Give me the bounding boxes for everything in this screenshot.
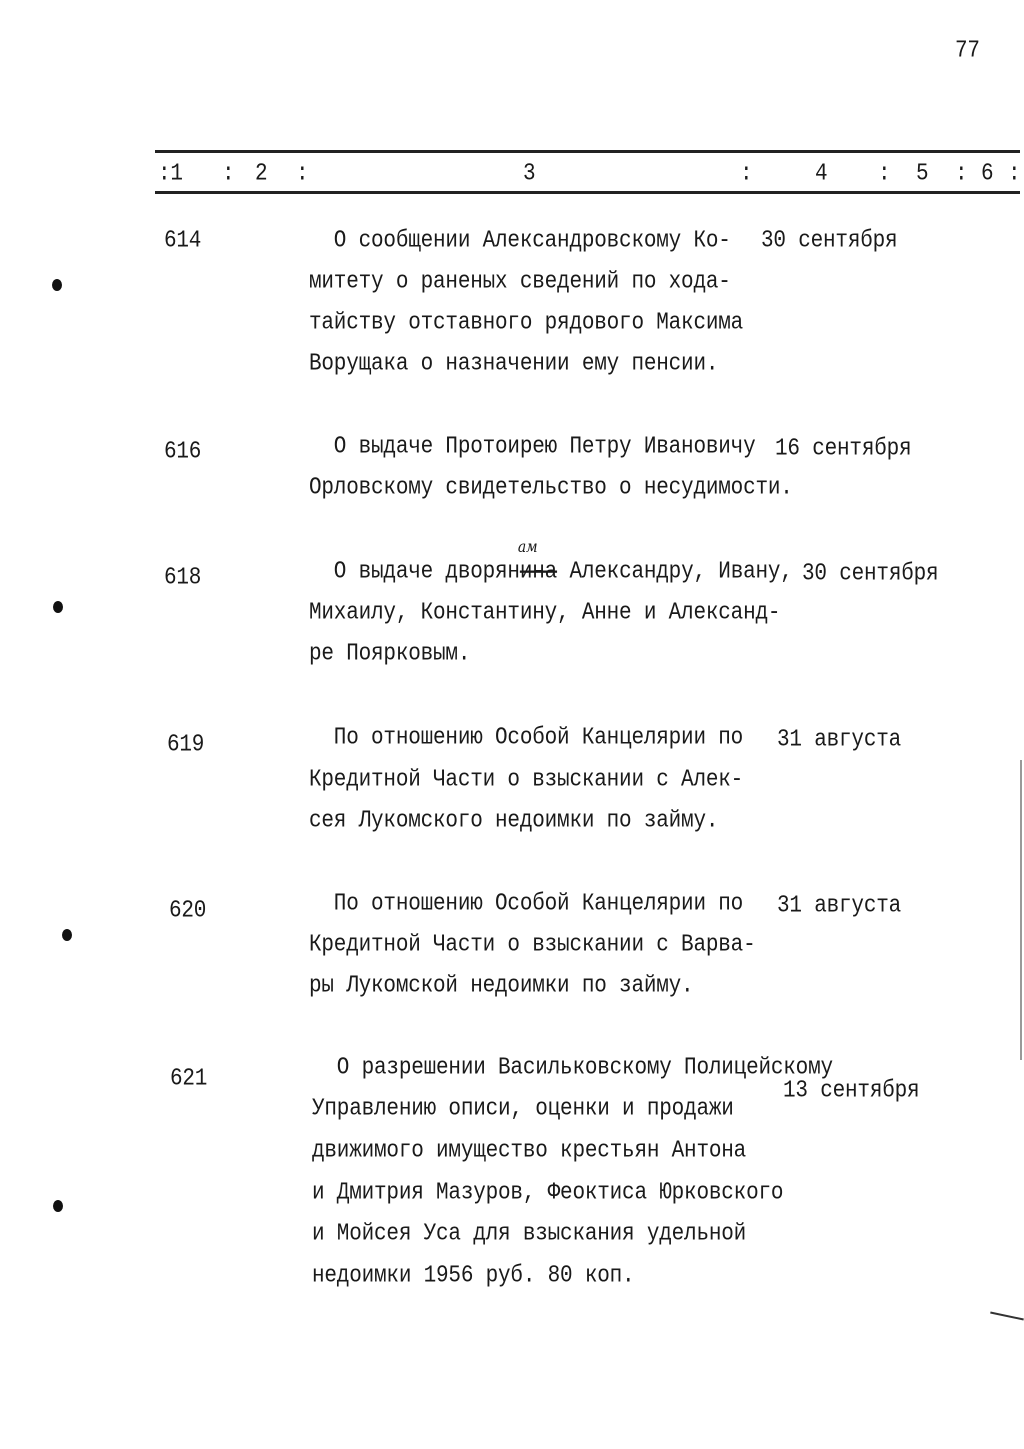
column-header-sep: : [1008, 161, 1021, 188]
column-header-6: 6 [981, 161, 994, 188]
entry-number: 614 [164, 228, 202, 255]
binder-hole-mark [52, 279, 62, 291]
column-header-sep: : [878, 161, 891, 188]
entry-text-line: О сообщении Александровскому Ко- [309, 228, 731, 255]
scan-edge-mark [990, 1311, 1024, 1320]
entry-text-line: ре Поярковым. [309, 641, 471, 668]
column-header-1: :1 [158, 161, 183, 188]
page-number: 77 [955, 38, 980, 65]
column-header-sep: : [740, 161, 753, 188]
column-header-4: 4 [815, 161, 828, 188]
entry-number: 620 [169, 898, 207, 925]
binder-hole-mark [53, 601, 63, 613]
entry-text-line: Кредитной Части о взыскании с Алек- [309, 767, 744, 794]
entry-number: 618 [164, 565, 202, 592]
entry-date: 31 августа [777, 727, 902, 754]
entry-text-line: и Дмитрия Мазуров, Феоктиса Юрковского [312, 1180, 784, 1207]
entry-text-line [309, 538, 793, 586]
column-header-sep: : [222, 161, 235, 188]
entry-text-line: тайству отставного рядового Максима [309, 310, 744, 337]
entry-date: 31 августа [777, 893, 902, 920]
entry-number: 621 [170, 1066, 208, 1093]
entry-text-line: и Мойсея Уса для взыскания удельной [312, 1221, 747, 1248]
entry-text-line: Михаилу, Константину, Анне и Александ- [309, 600, 781, 627]
binder-hole-mark [53, 1200, 63, 1212]
scan-edge-mark [1020, 760, 1022, 1060]
entry-date: 30 сентября [761, 228, 898, 255]
binder-hole-mark [62, 929, 72, 941]
entry-text-line: Кредитной Части о взыскании с Варва- [309, 932, 756, 959]
text-segment: О выдаче дворян [309, 559, 520, 586]
column-header-sep: : [955, 161, 968, 188]
text-segment: Александру, Ивану, [557, 559, 793, 586]
entry-date: 30 сентября [802, 561, 939, 588]
entry-text-line: Управлению описи, оценки и продажи [312, 1096, 734, 1123]
entry-text-line: сея Лукомского недоимки по займу. [309, 808, 719, 835]
column-header-5: 5 [916, 161, 929, 188]
entry-text-line: О разрешении Васильковскому Полицейскому [312, 1055, 833, 1082]
entry-text-line: митету о раненых сведений по хода- [309, 269, 731, 296]
column-header-sep: : [296, 161, 309, 188]
entry-text-line: недоимки 1956 руб. 80 коп. [312, 1263, 635, 1290]
struck-text: ина [519, 559, 558, 586]
entry-text-line: Ворущака о назначении ему пенсии. [309, 351, 719, 378]
header-bottom-rule [155, 191, 1020, 194]
header-top-rule [155, 150, 1020, 153]
entry-text-line: ры Лукомской недоимки по займу. [309, 973, 694, 1000]
handwritten-correction: ам [517, 538, 538, 557]
entry-number: 616 [164, 439, 202, 466]
entry-text-line: О выдаче Протоирею Петру Ивановичу [309, 434, 756, 461]
entry-date: 16 сентября [775, 436, 912, 463]
column-header-2: 2 [255, 161, 268, 188]
entry-text-line: По отношению Особой Канцелярии по [309, 725, 744, 752]
entry-number: 619 [167, 732, 205, 759]
entry-text-line: движимого имущество крестьян Антона [312, 1138, 747, 1165]
entry-text-line: Орловскому свидетельство о несудимости. [309, 475, 793, 502]
entry-text-line: По отношению Особой Канцелярии по [309, 891, 744, 918]
column-header-3: 3 [523, 161, 536, 188]
entry-date: 13 сентября [783, 1078, 920, 1105]
